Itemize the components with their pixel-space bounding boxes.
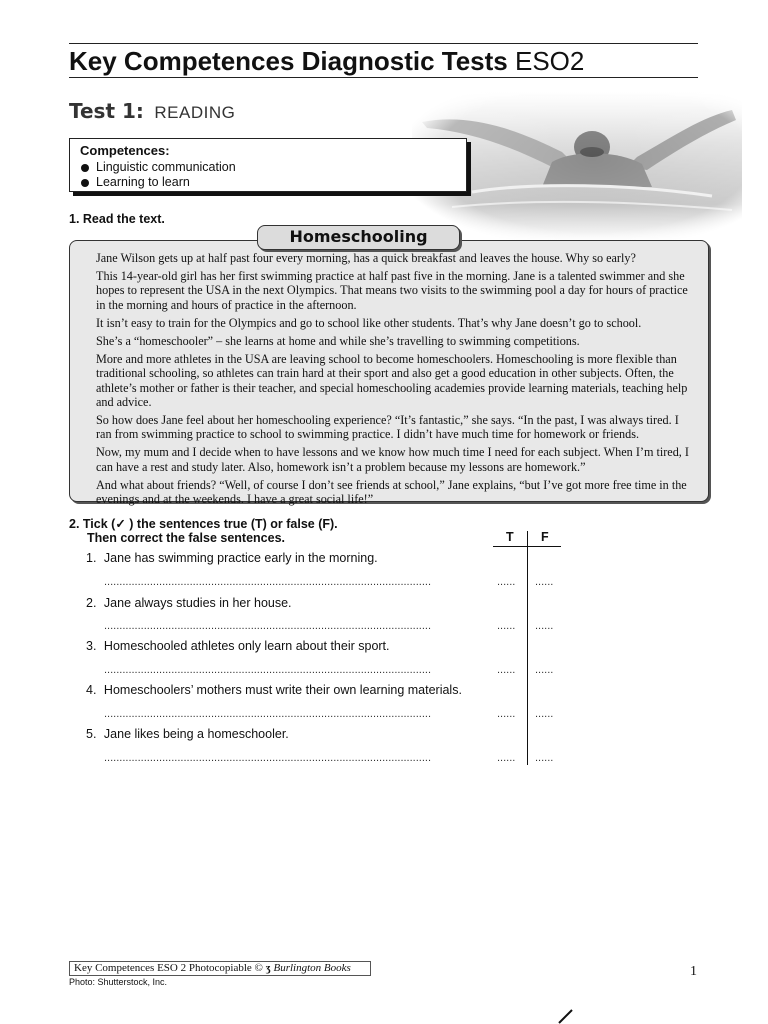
competences-list [80, 160, 456, 190]
tf-divider [527, 531, 528, 765]
footer-copyright [69, 961, 371, 976]
statement-text: Homeschoolers’ mothers must write their own learning materials. [103, 683, 462, 697]
test-skill: READING [154, 103, 236, 122]
test-heading [69, 99, 235, 123]
reading-paragraph: And what about friends? “Well, of course I don’t see friends at school,” Jane explains, “but I’ve got more free time in the evenings and at the weekends. I have a great social life!” [96, 477, 687, 507]
false-answer-box[interactable]: ...... [535, 752, 554, 764]
publisher-name: Burlington Books [273, 962, 351, 974]
statement-number: 5. [86, 727, 97, 741]
answer-line[interactable]: ........................................................................................................... [104, 664, 432, 676]
competences-heading: Competences: [80, 143, 170, 158]
true-answer-box[interactable]: ...... [497, 708, 516, 720]
false-answer-box[interactable]: ...... [535, 576, 554, 588]
false-column-header: F [541, 530, 549, 544]
answer-line[interactable]: ........................................................................................................... [104, 708, 432, 720]
true-answer-box[interactable]: ...... [497, 664, 516, 676]
statement-1 [86, 551, 378, 565]
statement-text: Jane always studies in her house. [103, 596, 292, 610]
competence-item: Linguistic communication [80, 160, 456, 175]
reading-paragraph: More and more athletes in the USA are leaving school to become homeschoolers. Homeschooling is more flexible than traditional schooling, so athletes can train hard at their sport and also get a good education in other subjects. Often, the athlete’s mother or father is their teacher, and special homeschooling academies provide learning materials, teaching help and advice. [96, 352, 688, 409]
statement-number: 1. [86, 551, 97, 565]
reading-paragraph: She’s a “homeschooler” – she learns at home and while she’s travelling to swimming competitions. [96, 334, 580, 349]
title-main: Key Competences Diagnostic Tests [69, 46, 508, 76]
answer-line[interactable]: ........................................................................................................... [104, 752, 432, 764]
statement-text: Jane likes being a homeschooler. [103, 727, 289, 741]
corner-mark-icon [556, 1008, 576, 1024]
reading-paragraph: This 14-year-old girl has her first swimming practice at half past five in the morning. Jane is a talented swimmer and she hopes to represent the USA in the next Olympics. That means two visits to the swimming pool a day for hours of practice in the morning and hours of practice in the afternoon. [96, 269, 688, 312]
title-underline [69, 77, 698, 78]
page-title [69, 46, 584, 77]
publisher-logo-icon: ʒ [265, 962, 271, 974]
statement-number: 4. [86, 683, 97, 697]
true-answer-box[interactable]: ...... [497, 752, 516, 764]
false-answer-box[interactable]: ...... [535, 620, 554, 632]
true-answer-box[interactable]: ...... [497, 576, 516, 588]
top-rule [69, 43, 698, 44]
task2-instruction-line2: Then correct the false sentences. [87, 531, 285, 545]
true-column-header: T [506, 530, 514, 544]
statement-text: Homeschooled athletes only learn about their sport. [103, 639, 390, 653]
task2-instruction-line1: 2. Tick (✓ ) the sentences true (T) or false (F). [69, 517, 338, 531]
statement-5 [86, 727, 289, 741]
answer-line[interactable]: ........................................................................................................... [104, 576, 432, 588]
statement-4 [86, 683, 462, 697]
statement-number: 2. [86, 596, 97, 610]
task2-instruction [69, 517, 338, 545]
competences-box [69, 138, 467, 192]
statement-text: Jane has swimming practice early in the morning. [103, 551, 378, 565]
statement-3 [86, 639, 390, 653]
reading-paragraph: So how does Jane feel about her homeschooling experience? “It’s fantastic,” she says. “In the past, I was always tired. I ran from swimming practice to school to swimming practice. I didn’t have much time for homework or friends. [96, 413, 679, 442]
false-answer-box[interactable]: ...... [535, 708, 554, 720]
test-number: Test 1: [69, 99, 144, 123]
task1-instruction: 1. Read the text. [69, 212, 165, 226]
photo-credit: Photo: Shutterstock, Inc. [69, 977, 168, 987]
competence-item: Learning to learn [80, 175, 456, 190]
answer-line[interactable]: ........................................................................................................... [104, 620, 432, 632]
copyright-text: Key Competences ESO 2 Photocopiable © [74, 962, 263, 974]
reading-paragraph: It isn’t easy to train for the Olympics and go to school like other students. That’s why Jane doesn’t go to school. [96, 315, 642, 330]
title-level: ESO2 [515, 46, 585, 76]
reading-paragraph: Now, my mum and I decide when to have lessons and we know how much time I need for each subject. When I’m tired, I can have a rest and study later. Also, homework isn’t a problem because my lessons are homework.” [96, 445, 689, 474]
false-answer-box[interactable]: ...... [535, 664, 554, 676]
page-number: 1 [690, 964, 697, 979]
statement-2 [86, 596, 292, 610]
true-answer-box[interactable]: ...... [497, 620, 516, 632]
reading-text-box [69, 240, 709, 507]
reading-title: Homeschooling [257, 225, 460, 250]
statement-number: 3. [86, 639, 97, 653]
reading-paragraph: Jane Wilson gets up at half past four every morning, has a quick breakfast and leaves the house. Why so early? [96, 251, 636, 265]
